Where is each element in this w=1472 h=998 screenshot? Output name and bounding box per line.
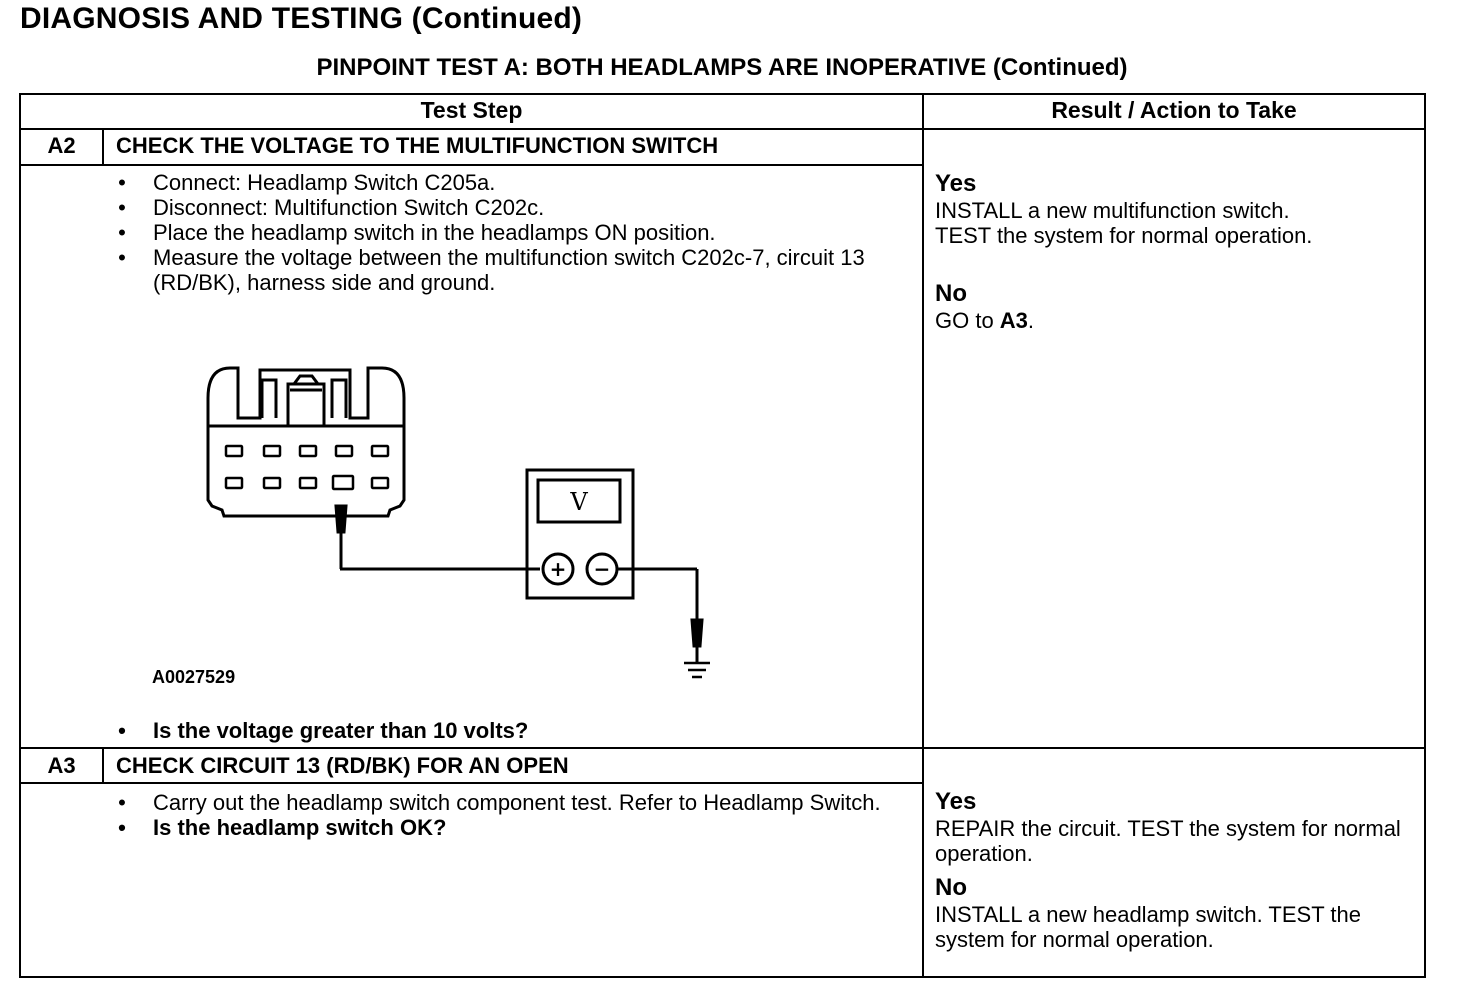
a3-bullet-1: Carry out the headlamp switch component test. Refer to Headlamp Switch. — [153, 790, 881, 815]
a2-no-prefix: GO to — [935, 308, 1000, 333]
a2-title-rule — [19, 164, 924, 166]
list-item: • Measure the voltage between the multifunction switch C202c-7, circuit 13 (RD/BK), harness side and ground. — [118, 245, 865, 295]
plus-terminal-symbol: + — [549, 557, 567, 581]
list-item: • Connect: Headlamp Switch C205a. — [118, 170, 496, 195]
ground-icon — [684, 663, 710, 677]
a2-no-target-link[interactable]: A3 — [999, 308, 1028, 333]
step-title-a3: CHECK CIRCUIT 13 (RD/BK) FOR AN OPEN — [116, 753, 569, 778]
a3-no-label: No — [935, 874, 967, 901]
a2-question — [115, 718, 905, 743]
column-header-result: Result / Action to Take — [1051, 97, 1297, 123]
a2-bullet-1: Connect: Headlamp Switch C205a. — [153, 170, 496, 195]
list-item: • Carry out the headlamp switch component test. Refer to Headlamp Switch. — [118, 790, 881, 815]
list-item: • Place the headlamp switch in the headlamps ON position. — [118, 220, 716, 245]
meter-display-symbol: V — [570, 488, 588, 516]
column-divider — [922, 93, 924, 978]
a2-bullet-4: Measure the voltage between the multifunction switch C202c-7, circuit 13 (RD/BK), harness side and ground. — [153, 245, 865, 295]
figure-label: A0027529 — [152, 667, 236, 687]
a2-yes-label: Yes — [935, 170, 977, 197]
connector-body — [208, 368, 404, 516]
a2-results — [935, 170, 1415, 333]
page-title: DIAGNOSIS AND TESTING (Continued) — [20, 2, 583, 35]
table-border-top — [19, 93, 1426, 95]
a2-bullet-3: Place the headlamp switch in the headlamps ON position. — [153, 220, 716, 245]
a2-no-label: No — [935, 280, 967, 307]
header-rule — [19, 128, 1426, 130]
a2-yes-line-2: TEST the system for normal operation. — [935, 223, 1313, 248]
a3-yes-label: Yes — [935, 788, 977, 815]
a3-no-text: INSTALL a new headlamp switch. TEST the system for normal operation. — [935, 902, 1361, 952]
list-item: • Disconnect: Multifunction Switch C202c. — [118, 195, 545, 220]
column-header-test-step: Test Step — [420, 97, 523, 123]
table-border-left — [19, 93, 21, 978]
step-id-a2: A2 — [47, 133, 76, 158]
a2-bullet-list — [115, 170, 905, 295]
minus-terminal-symbol: − — [593, 557, 611, 581]
list-item: • Is the headlamp switch OK? — [118, 815, 447, 840]
table-border-bottom — [19, 976, 1426, 978]
a2-id-divider — [102, 128, 104, 166]
a3-bullet-list — [115, 790, 915, 840]
step-id-a3: A3 — [47, 753, 76, 778]
table-title: PINPOINT TEST A: BOTH HEADLAMPS ARE INOPERATIVE (Continued) — [316, 54, 1128, 81]
connector-voltmeter-diagram — [190, 360, 730, 690]
a3-top-rule — [19, 747, 1426, 749]
a2-no-action — [935, 308, 1415, 333]
list-item: • Is the voltage greater than 10 volts? — [118, 718, 529, 743]
a3-question-text: Is the headlamp switch OK? — [153, 815, 447, 840]
table-border-right — [1424, 93, 1426, 978]
a2-bullet-2: Disconnect: Multifunction Switch C202c. — [153, 195, 545, 220]
connector-pins — [226, 446, 388, 489]
a3-yes-text: REPAIR the circuit. TEST the system for normal operation. — [935, 816, 1401, 866]
a3-title-rule — [19, 782, 924, 784]
a2-question-text: Is the voltage greater than 10 volts? — [153, 718, 529, 743]
test-lead-negative — [617, 569, 702, 662]
a2-no-suffix: . — [1027, 308, 1035, 333]
step-title-a2: CHECK THE VOLTAGE TO THE MULTIFUNCTION SWITCH — [116, 133, 719, 158]
a2-yes-line-1: INSTALL a new multifunction switch. — [935, 198, 1290, 223]
a3-results — [935, 788, 1405, 952]
a3-id-divider — [102, 747, 104, 784]
